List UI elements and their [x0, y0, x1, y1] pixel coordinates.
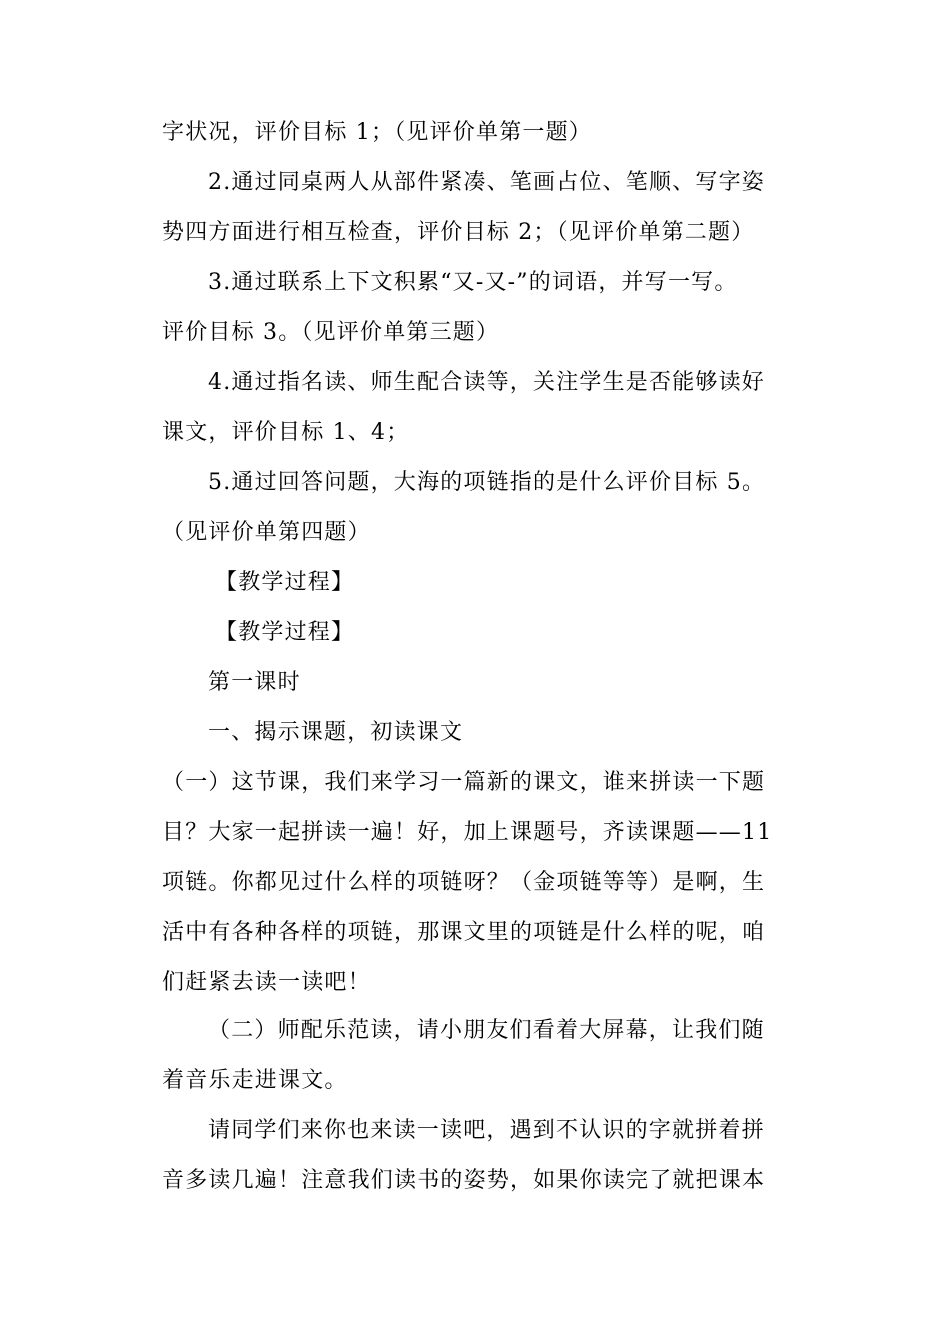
text-line: 着音乐走进课文。 [162, 1068, 348, 1093]
text-line: 评价目标 3。（见评价单第三题） [162, 320, 500, 345]
section-heading: 【教学过程】 [215, 620, 355, 645]
step-heading: 一、揭示课题，初读课文 [208, 720, 464, 745]
text-line: 们赶紧去读一读吧！ [162, 970, 371, 995]
text-line: 目？大家一起拼读一遍！好，加上课题号，齐读课题——11 [162, 820, 773, 845]
text-line: 课文，评价目标 1、4； [162, 420, 410, 445]
text-line: 势四方面进行相互检查，评价目标 2；（见评价单第二题） [162, 220, 755, 245]
text-line: 2.通过同桌两人从部件紧凑、笔画占位、笔顺、写字姿 [208, 170, 765, 195]
text-line: （一）这节课，我们来学习一篇新的课文，谁来拼读一下题 [162, 770, 766, 795]
text-line: 5.通过回答问题，大海的项链指的是什么评价目标 5。 [208, 470, 766, 495]
text-line: 活中有各种各样的项链，那课文里的项链是什么样的呢，咱 [162, 920, 766, 945]
text-line: 请同学们来你也来读一读吧，遇到不认识的字就拼着拼 [208, 1118, 765, 1143]
text-line: （见评价单第四题） [162, 520, 371, 545]
lesson-title: 第一课时 [208, 670, 301, 695]
text-line: 4.通过指名读、师生配合读等，关注学生是否能够读好 [208, 370, 765, 395]
section-heading: 【教学过程】 [215, 570, 355, 595]
text-line: 项链。你都见过什么样的项链呀？（金项链等等）是啊，生 [162, 870, 766, 895]
text-line: 音多读几遍！注意我们读书的姿势，如果你读完了就把课本 [162, 1168, 766, 1193]
text-line: 3.通过联系上下文积累“又-又-”的词语，并写一写。 [208, 270, 738, 295]
text-line: 字状况，评价目标 1；（见评价单第一题） [162, 120, 592, 145]
text-line: （二）师配乐范读，请小朋友们看着大屏幕，让我们随 [208, 1018, 765, 1043]
